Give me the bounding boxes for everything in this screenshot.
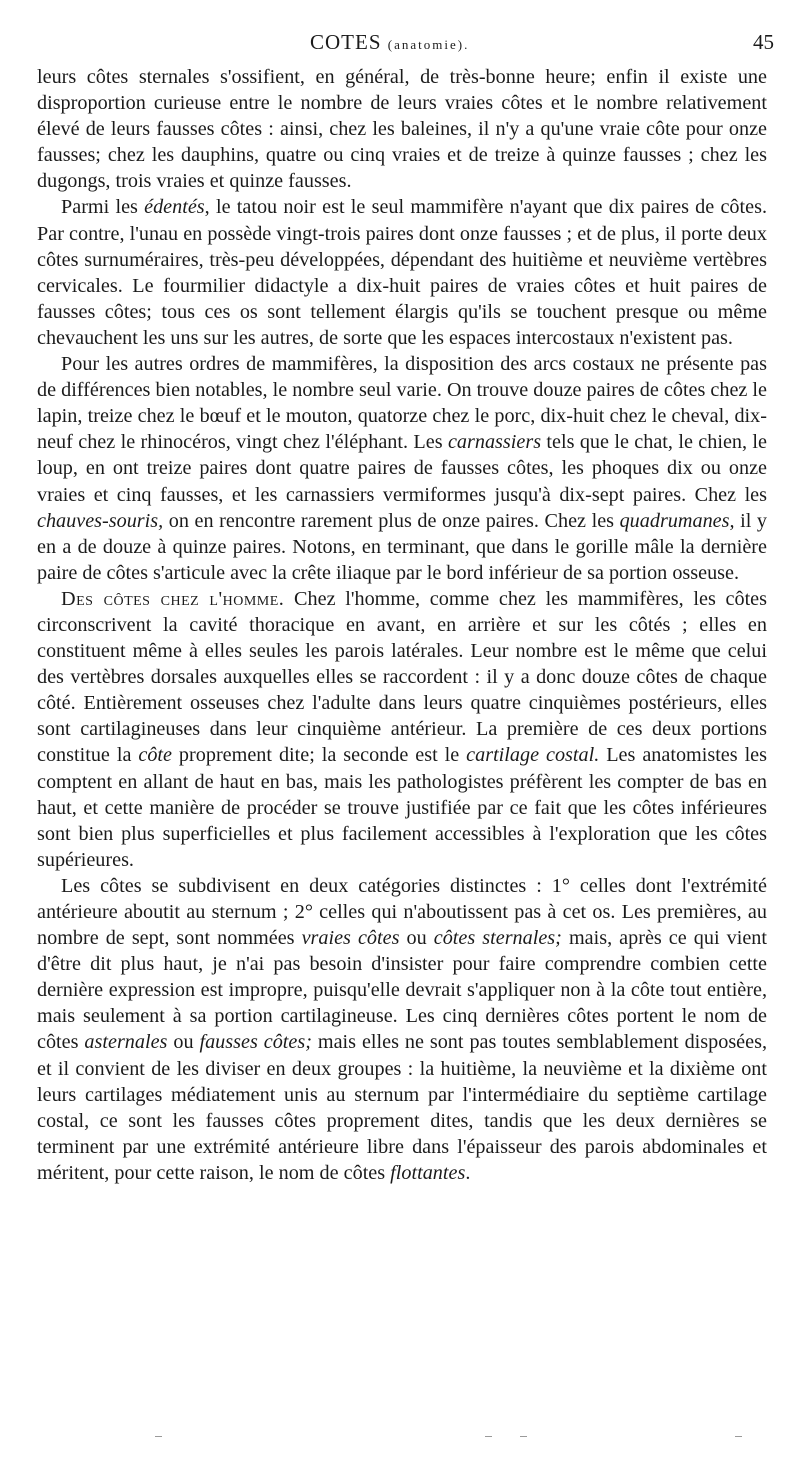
footer-scan-marks — [0, 1436, 800, 1446]
body-text — [37, 64, 767, 1186]
paragraph-5-text: ou — [167, 1031, 200, 1054]
paragraph-5-italic: côtes sternales; — [433, 927, 562, 950]
paragraph-1 — [37, 64, 767, 194]
paragraph-3-text: tels que le chat, le chien, le loup, en ont treize paires dont quatre paires de fausses côtes, les phoques dix ou onze vraies et cinq fausses, et les carnassiers vermiformes jusqu'à dix-sept paires. Chez les — [37, 431, 767, 506]
paragraph-4-text: proprement dite; la seconde est le — [171, 744, 467, 767]
paragraph-3-italic: quadrumanes, — [619, 509, 735, 532]
paragraph-2 — [37, 194, 767, 351]
paragraph-5-italic: asternales — [84, 1031, 168, 1054]
paragraph-3-italic: carnassiers — [447, 431, 542, 454]
paragraph-5-text: . — [465, 1161, 471, 1184]
paragraph-5 — [37, 873, 767, 1186]
paragraph-3-text: il y en a de douze à quinze paires. Notons, en terminant, que dans le gorille mâle la dernière paire de côtes s'articule avec la crête iliaque par le bord inférieur de sa portion osseuse. — [37, 509, 767, 584]
paragraph-4-text: Chez l'homme, comme chez les mammifères, les côtes circonscrivent la cavité thoracique en avant, en arrière et sur les côtés ; elles en constituent même à elles seules les parois latérales. Leur nombre est le même que celui des vertèbres dorsales auxquelles elles se raccordent : il y a donc douze côtes de chaque côté. Entièrement osseuses chez l'adulte dans leurs quatre cinquièmes postérieurs, elles sont cartilagineuses dans leur cinquième antérieur. La première de ces deux portions constitue la — [37, 587, 767, 767]
running-head — [0, 30, 800, 58]
paragraph-5-text: mais, après ce qui vient d'être dit plus haut, je n'ai pas besoin d'insister pour faire comprendre combien cette dernière expression est impropre, puisqu'elle devrait s'appliquer non à la côte tout entière, mais seulement à sa portion cartilagineuse. Les cinq dernières côtes portent le nom de côtes — [37, 927, 767, 1054]
paragraph-2-italic: édentés — [144, 196, 205, 219]
section-heading-homme: Des côtes chez l'homme. — [61, 587, 285, 610]
paragraph-4-text: Les anatomistes les comptent en allant de haut en bas, mais les pathologistes préfèrent les compter de bas en haut, et cette manière de procéder se trouve justifiée par ce fait que les côtes inférieures sont bien plus superficielles et plus facilement accessibles à l'exploration que les côtes supérieures. — [37, 744, 767, 871]
paragraph-3-text: Pour les autres ordres de mammifères, la disposition des arcs costaux ne présente pas de différences bien notables, le nombre seul varie. On trouve douze paires de côtes chez le lapin, treize chez le bœuf et le mouton, quatorze chez le porc, dix-huit chez le cheval, dix-neuf chez le rhinocéros, vingt chez l'éléphant. Les — [37, 353, 768, 454]
running-title — [310, 30, 469, 55]
paragraph-3-italic: chauves-souris, — [37, 509, 164, 532]
paragraph-4 — [37, 586, 767, 873]
paragraph-3 — [37, 351, 767, 586]
scan-mark — [155, 1436, 162, 1437]
paragraph-3-text: on en rencontre rarement plus de onze paires. Chez les — [163, 509, 620, 532]
paragraph-1-text: leurs côtes sternales s'ossifient, en général, de très-bonne heure; enfin il existe une disproportion curieuse entre le nombre de leurs vraies côtes et le nombre relativement élevé de leurs fausses côtes : ainsi, chez les baleines, il n'y a qu'une vraie côte pour onze fausses; chez les dauphins, quatre ou cinq vraies et de treize à quinze fausses ; chez les dugongs, trois vraies et quinze fausses. — [37, 66, 767, 193]
paragraph-2-text: , le tatou noir est le seul mammifère n'ayant que dix paires de côtes. Par contre, l'unau en possède vingt-trois paires dont onze fausses ; et de plus, il porte deux côtes surnuméraires, très-peu développées, dépendant des huitième et neuvième vertèbres cervicales. Le fourmilier didactyle a dix-huit paires de vraies côtes et huit paires de fausses côtes; tous ces os sont tellement élargis qu'ils se touchent presque ou même chevauchent les uns sur les autres, de sorte que les espaces intercostaux n'existent pas. — [37, 196, 767, 349]
paragraph-4-italic: cartilage costal. — [466, 744, 600, 767]
running-title-subject: (anatomie). — [387, 37, 470, 52]
paragraph-5-text: ou — [399, 927, 434, 950]
scan-mark — [485, 1436, 492, 1437]
running-title-main: COTES — [310, 30, 382, 54]
scan-mark — [520, 1436, 527, 1437]
scan-mark — [735, 1436, 742, 1437]
paragraph-5-italic: flottantes — [390, 1161, 466, 1184]
paragraph-5-text: mais elles ne sont pas toutes semblablement disposées, et il convient de les diviser en deux groupes : la huitième, la neuvième et la dixième ont leurs cartilages médiatement unis au sternum par l'intermédiaire du septième cartilage costal, ce sont les fausses côtes proprement dites, tandis que les deux dernières se terminent par une extrémité antérieure libre dans l'épaisseur des parois abdominales et méritent, pour cette raison, le nom de côtes — [37, 1031, 768, 1184]
paragraph-5-italic: fausses côtes; — [199, 1031, 312, 1054]
paragraph-4-italic: côte — [138, 744, 172, 767]
paragraph-5-italic: vraies côtes — [301, 927, 400, 950]
page-number: 45 — [753, 30, 774, 54]
paragraph-2-text: Parmi les — [61, 196, 145, 219]
paragraph-5-text: Les côtes se subdivisent en deux catégories distinctes : 1° celles dont l'extrémité antérieure aboutit au sternum ; 2° celles qui n'aboutissent pas à cet os. Les premières, au nombre de sept, sont nommées — [37, 874, 767, 950]
